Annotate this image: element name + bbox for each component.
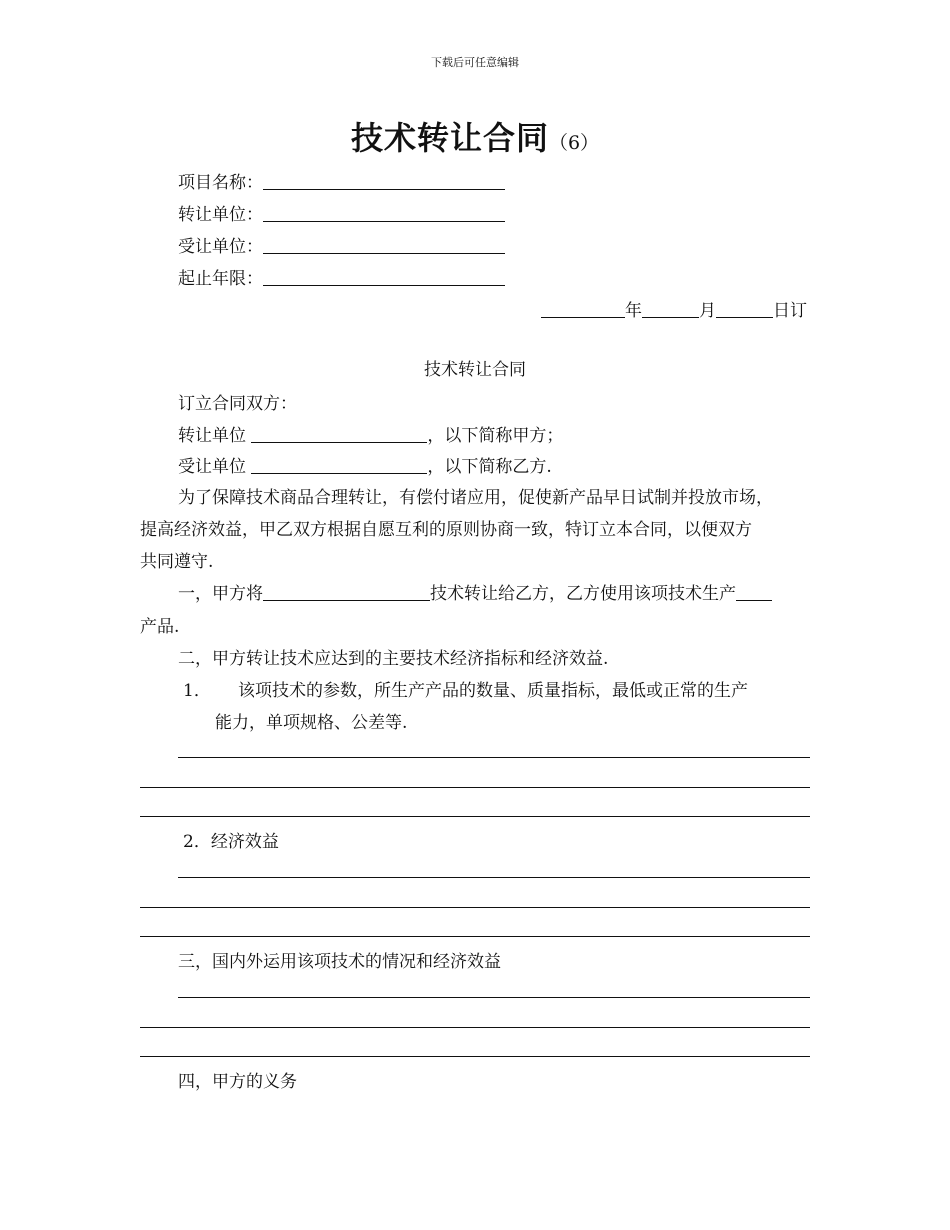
- party-b-suffix: ，以下简称乙方.: [427, 457, 552, 477]
- party-a-line: [178, 426, 563, 446]
- cover-field-project-name: [178, 173, 505, 193]
- preamble-line-2: 提高经济效益，甲乙双方根据自愿互利的原则协商一致，特订立本合同，以便双方: [140, 520, 752, 540]
- party-a-suffix: ，以下简称甲方；: [427, 426, 564, 446]
- fill-line[interactable]: [178, 877, 810, 878]
- fill-line[interactable]: [140, 816, 810, 817]
- fill-blank[interactable]: [263, 269, 505, 286]
- fill-line[interactable]: [140, 1056, 810, 1057]
- party-b-line: [178, 457, 552, 477]
- cover-field-label: 转让单位：: [178, 205, 263, 225]
- year-label: 年: [625, 301, 642, 321]
- month-blank[interactable]: [642, 301, 699, 318]
- year-blank[interactable]: [541, 301, 625, 318]
- day-label: 日订: [773, 301, 807, 321]
- day-blank[interactable]: [716, 301, 773, 318]
- preamble-line-1: 为了保障技术商品合理转让，有偿付诸应用，促使新产品早日试制并投放市场，: [178, 488, 773, 508]
- party-a-label: 转让单位: [178, 426, 246, 446]
- month-label: 月: [699, 301, 716, 321]
- item-1-line-2: 能力，单项规格、公差等.: [215, 713, 408, 733]
- fill-line[interactable]: [178, 997, 810, 998]
- fill-line[interactable]: [140, 1027, 810, 1028]
- parties-intro: 订立合同双方：: [178, 394, 297, 414]
- cover-field-label: 受让单位：: [178, 237, 263, 257]
- cover-field-term: [178, 269, 505, 289]
- date-line: [541, 301, 807, 321]
- item-2-heading: 2．经济效益: [183, 832, 279, 852]
- fill-line[interactable]: [140, 907, 810, 908]
- product-blank[interactable]: [736, 584, 772, 601]
- fill-blank[interactable]: [263, 205, 505, 222]
- document-title: [0, 113, 950, 159]
- title-suffix: （6）: [548, 132, 600, 154]
- cover-field-transferee: [178, 237, 505, 257]
- fill-line[interactable]: [178, 757, 810, 758]
- party-a-blank[interactable]: [251, 426, 427, 443]
- fill-blank[interactable]: [263, 173, 505, 190]
- clause-1-middle: 技术转让给乙方，乙方使用该项技术生产: [430, 584, 736, 604]
- clause-2-heading: 二，甲方转让技术应达到的主要技术经济指标和经济效益.: [178, 649, 609, 669]
- cover-field-transferor: [178, 205, 505, 225]
- preamble-line-3: 共同遵守.: [140, 552, 214, 572]
- clause-1-line: [178, 584, 772, 604]
- subtitle: 技术转让合同: [424, 360, 526, 380]
- title-main: 技术转让合同: [350, 119, 549, 157]
- clause-3-heading: 三，国内外运用该项技术的情况和经济效益: [178, 952, 501, 972]
- clause-1-prefix: 一，甲方将: [178, 584, 263, 604]
- item-1-line-1: 该项技术的参数，所生产产品的数量、质量指标，最低或正常的生产: [238, 681, 748, 701]
- technology-blank[interactable]: [263, 584, 430, 601]
- fill-line[interactable]: [140, 936, 810, 937]
- party-b-blank[interactable]: [251, 457, 427, 474]
- party-b-label: 受让单位: [178, 457, 246, 477]
- fill-line[interactable]: [140, 787, 810, 788]
- item-1-number: 1．: [183, 681, 211, 701]
- clause-1-continuation: 产品.: [140, 617, 180, 637]
- cover-field-label: 项目名称：: [178, 173, 263, 193]
- clause-4-heading: 四，甲方的义务: [178, 1072, 297, 1092]
- header-note: 下载后可任意编辑: [431, 56, 519, 69]
- fill-blank[interactable]: [263, 237, 505, 254]
- cover-field-label: 起止年限：: [178, 269, 263, 289]
